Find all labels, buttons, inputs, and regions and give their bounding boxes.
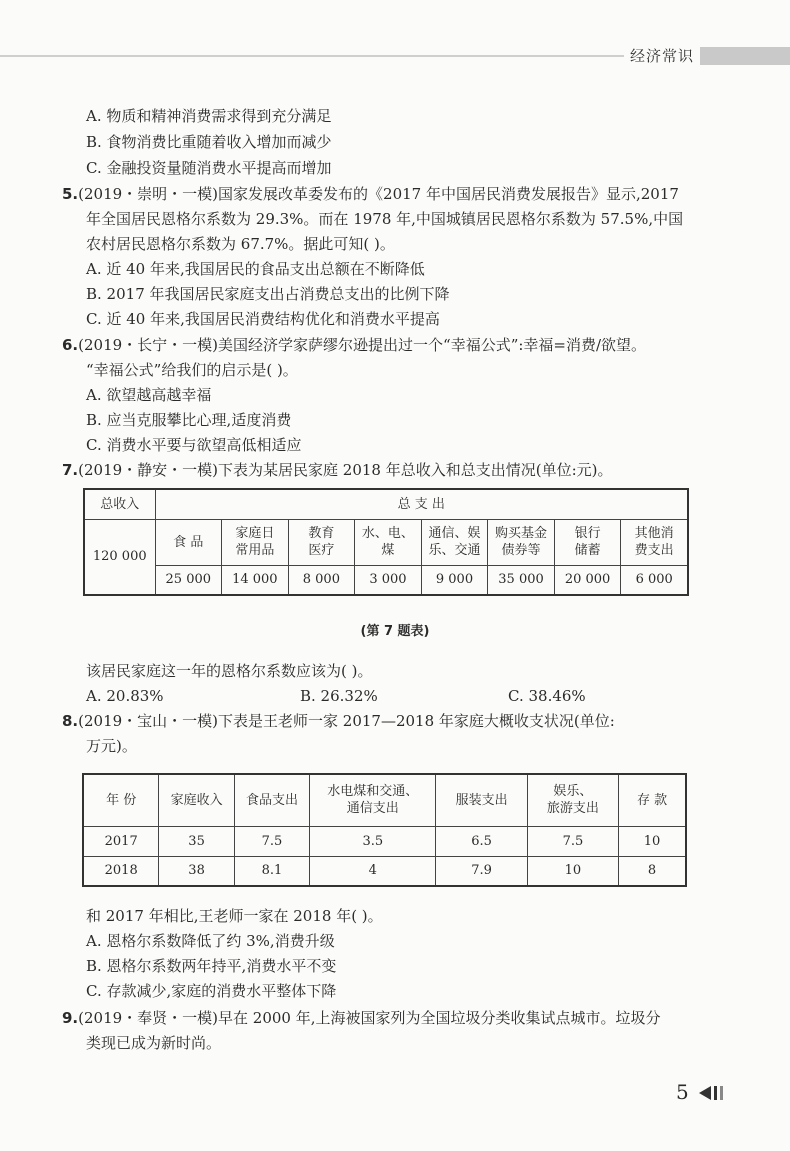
q5-option-a: A. 近 40 年来,我国居民的食品支出总额在不断降低 bbox=[86, 260, 425, 278]
q6-option-c: C. 消费水平要与欲望高低相适应 bbox=[86, 436, 302, 454]
q9-line-2: 类现已成为新时尚。 bbox=[86, 1034, 222, 1052]
q6-option-b: B. 应当克服攀比心理,适度消费 bbox=[86, 411, 292, 429]
q6-line-1: 6.(2019・长宁・一模)美国经济学家萨缪尔逊提出过一个“幸福公式”:幸福=消费/欲望。 bbox=[62, 336, 647, 354]
value-cell: 6 000 bbox=[621, 565, 688, 595]
header-cell: 水电煤和交通、 通信支出 bbox=[310, 774, 436, 826]
q5-line-2: 年全国居民恩格尔系数为 29.3%。而在 1978 年,中国城镇居民恩格尔系数为 57.5%,中国 bbox=[86, 210, 684, 228]
page-number: 5 bbox=[676, 1080, 689, 1104]
q8-option-c: C. 存款减少,家庭的消费水平整体下降 bbox=[86, 982, 337, 1000]
q7-table bbox=[83, 488, 689, 596]
table-cell: 4 bbox=[310, 856, 436, 886]
expense-header: 总 支 出 bbox=[155, 489, 688, 519]
q7-number: 7. bbox=[62, 461, 79, 479]
header-cell: 服装支出 bbox=[436, 774, 527, 826]
category-cell: 水、电、 煤 bbox=[355, 519, 422, 565]
q8-option-b: B. 恩格尔系数两年持平,消费水平不变 bbox=[86, 957, 337, 975]
q6-number: 6. bbox=[62, 336, 79, 354]
q4-option-a: A. 物质和精神消费需求得到充分满足 bbox=[86, 107, 332, 125]
table-cell: 2017 bbox=[83, 826, 159, 856]
q7-table-caption: (第 7 题表) bbox=[360, 624, 430, 639]
category-cell: 银行 储蓄 bbox=[554, 519, 621, 565]
category-cell: 购买基金 债券等 bbox=[488, 519, 555, 565]
income-value: 120 000 bbox=[84, 519, 155, 595]
value-cell: 3 000 bbox=[355, 565, 422, 595]
value-cell: 20 000 bbox=[554, 565, 621, 595]
table-cell: 8 bbox=[619, 856, 686, 886]
income-header: 总收入 bbox=[84, 489, 155, 519]
category-cell: 食 品 bbox=[155, 519, 222, 565]
q4-option-b: B. 食物消费比重随着收入增加而减少 bbox=[86, 133, 332, 151]
category-cell: 家庭日 常用品 bbox=[222, 519, 289, 565]
value-cell: 35 000 bbox=[488, 565, 555, 595]
value-cell: 8 000 bbox=[288, 565, 355, 595]
q7-option-a: A. 20.83% bbox=[86, 687, 164, 705]
table-cell: 10 bbox=[527, 856, 618, 886]
category-cell: 教育 医疗 bbox=[288, 519, 355, 565]
header-bar bbox=[693, 47, 790, 65]
q8-line-1: 8.(2019・宝山・一模)下表是王老师一家 2017—2018 年家庭大概收支状况(单位: bbox=[62, 712, 615, 730]
table-cell: 38 bbox=[159, 856, 234, 886]
q5-option-b: B. 2017 年我国居民家庭支出占消费总支出的比例下降 bbox=[86, 285, 450, 303]
q9-line-1: 9.(2019・奉贤・一模)早在 2000 年,上海被国家列为全国垃圾分类收集试点城市。垃圾分 bbox=[62, 1009, 661, 1027]
q4-option-c: C. 金融投资量随消费水平提高而增加 bbox=[86, 159, 332, 177]
category-cell: 其他消 费支出 bbox=[621, 519, 688, 565]
q5-line-1: 5.(2019・崇明・一模)国家发展改革委发布的《2017 年中国居民消费发展报告》显示,2017 bbox=[62, 185, 679, 203]
table-cell: 7.5 bbox=[527, 826, 618, 856]
q5-number: 5. bbox=[62, 185, 79, 203]
q8-option-a: A. 恩格尔系数降低了约 3%,消费升级 bbox=[86, 932, 335, 950]
table-cell: 2018 bbox=[83, 856, 159, 886]
q6-line-2: “幸福公式”给我们的启示是( )。 bbox=[86, 361, 298, 379]
header-cell: 年 份 bbox=[83, 774, 159, 826]
table-cell: 6.5 bbox=[436, 826, 527, 856]
table-cell: 10 bbox=[619, 826, 686, 856]
table-cell: 35 bbox=[159, 826, 234, 856]
table-cell: 7.5 bbox=[234, 826, 309, 856]
table-cell: 8.1 bbox=[234, 856, 309, 886]
value-cell: 14 000 bbox=[222, 565, 289, 595]
q7-option-b: B. 26.32% bbox=[300, 687, 378, 705]
q5-line-3: 农村居民恩格尔系数为 67.7%。据此可知( )。 bbox=[86, 235, 395, 253]
q8-table bbox=[82, 773, 687, 887]
q7-line-1: 7.(2019・静安・一模)下表为某居民家庭 2018 年总收入和总支出情况(单位:元)。 bbox=[62, 461, 613, 479]
header-cell: 家庭收入 bbox=[159, 774, 234, 826]
value-cell: 9 000 bbox=[421, 565, 488, 595]
category-cell: 通信、娱 乐、交通 bbox=[421, 519, 488, 565]
section-title: 经济常识 bbox=[624, 45, 700, 66]
q6-option-a: A. 欲望越高越幸福 bbox=[86, 386, 212, 404]
header-cell: 食品支出 bbox=[234, 774, 309, 826]
table-cell: 7.9 bbox=[436, 856, 527, 886]
header-cell: 存 款 bbox=[619, 774, 686, 826]
q7-after: 该居民家庭这一年的恩格尔系数应该为( )。 bbox=[86, 662, 373, 680]
q7-option-c: C. 38.46% bbox=[508, 687, 586, 705]
q9-number: 9. bbox=[62, 1009, 79, 1027]
q8-number: 8. bbox=[62, 712, 79, 730]
header-cell: 娱乐、 旅游支出 bbox=[527, 774, 618, 826]
q8-after: 和 2017 年相比,王老师一家在 2018 年( )。 bbox=[86, 907, 383, 925]
value-cell: 25 000 bbox=[155, 565, 222, 595]
q8-line-2: 万元)。 bbox=[86, 737, 137, 755]
page-marker-icon bbox=[699, 1084, 729, 1102]
q5-option-c: C. 近 40 年来,我国居民消费结构优化和消费水平提高 bbox=[86, 310, 440, 328]
table-cell: 3.5 bbox=[310, 826, 436, 856]
